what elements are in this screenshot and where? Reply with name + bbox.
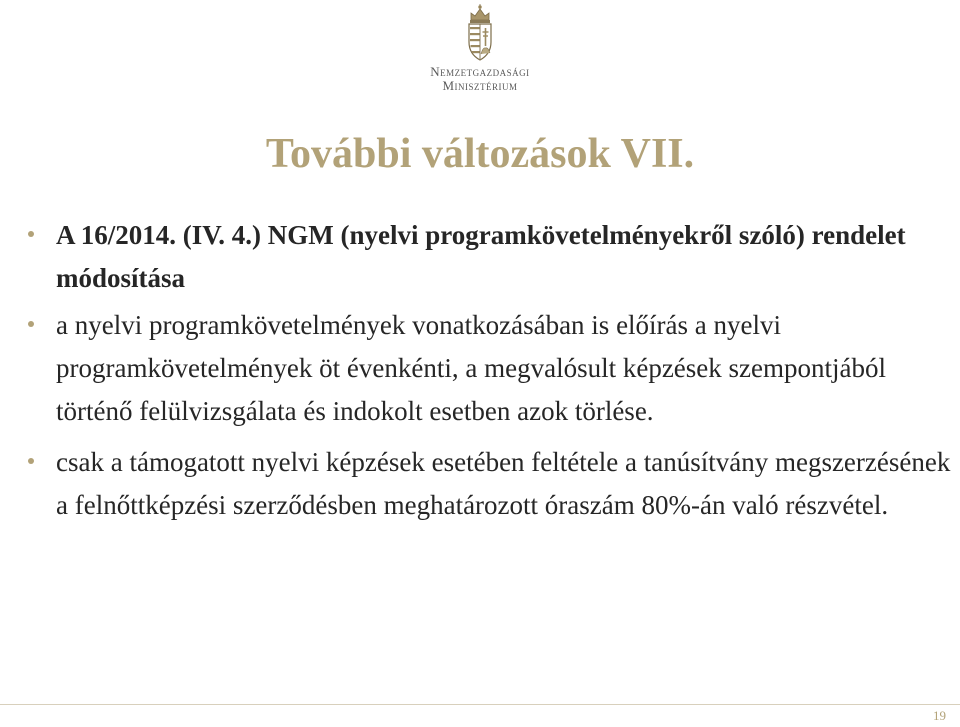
bullet-dot-icon: [28, 458, 34, 464]
logo-text-line2: Minisztérium: [442, 78, 518, 93]
bullet-text: csak a támogatott nyelvi képzések esetében feltétele a tanúsítvány megszerzésének a felnőttképzési szerződésben meghatározott óraszám 80%-án való részvétel.: [56, 447, 951, 520]
logo-text-line1: Nemzetgazdasági: [430, 64, 530, 79]
bullet-item: [0, 214, 960, 300]
bullet-dot-icon: [28, 321, 34, 327]
bullet-item: [0, 304, 960, 433]
bullet-item: [0, 441, 960, 527]
bullet-dot-icon: [28, 231, 34, 237]
ministry-logo: [410, 4, 550, 96]
footer-divider: [0, 704, 960, 705]
coat-of-arms-icon: [463, 4, 497, 62]
slide-title: További változások VII.: [265, 131, 695, 177]
page-number: 19: [933, 708, 946, 723]
bullet-text: a nyelvi programkövetelmények vonatkozásában is előírás a nyelvi programkövetelmények öt évenkénti, a megvalósult képzések szempontjából történő felülvizsgálata és indokolt esetben azok törlése.: [56, 310, 886, 426]
bullet-list: [0, 214, 960, 533]
bullet-text: A 16/2014. (IV. 4.) NGM (nyelvi programkövetelményekről szóló) rendelet módosítása: [56, 220, 906, 293]
